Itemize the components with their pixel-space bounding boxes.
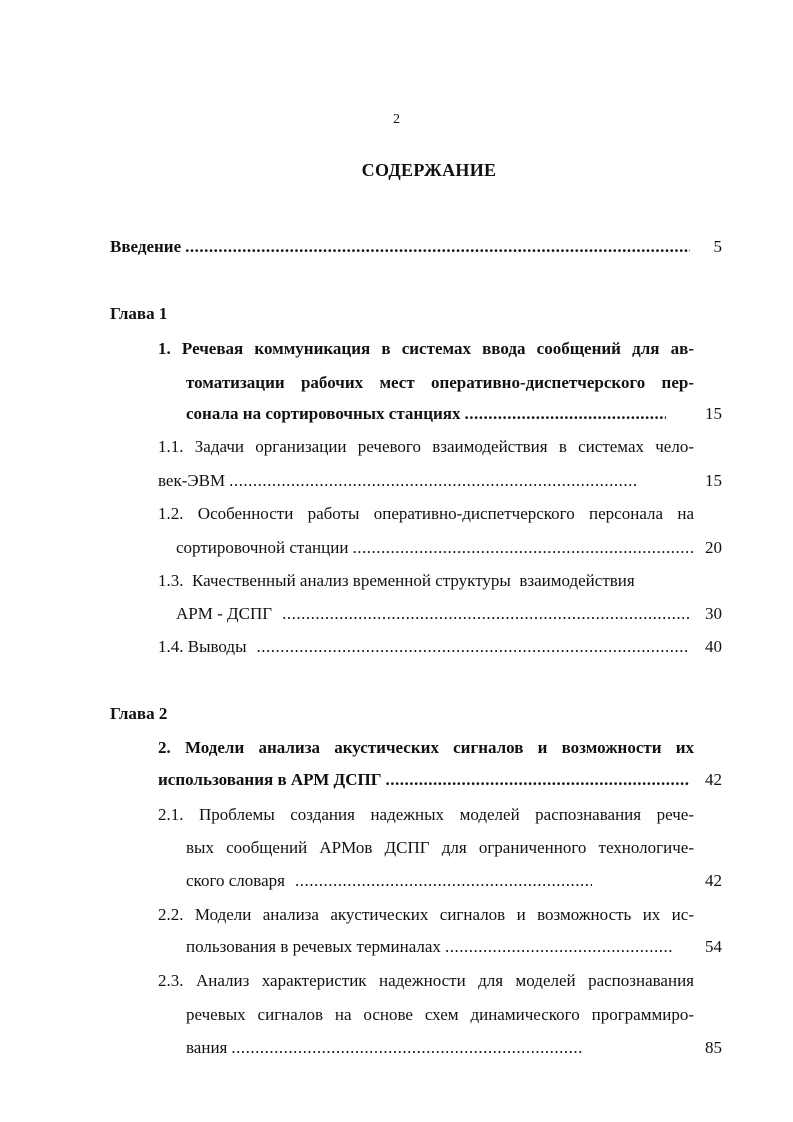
toc-2-1-page: 42 [705, 871, 722, 890]
toc-2-3-line3[interactable] [186, 1037, 584, 1059]
toc-2-1-line1[interactable]: 2.1. Проблемы создания надежных моделей распознавания рече- [158, 805, 694, 824]
toc-2-3-page: 85 [705, 1038, 722, 1057]
toc-1-2-page: 20 [705, 538, 722, 557]
chapter1-section-page: 15 [705, 404, 722, 423]
leader-dots [352, 537, 694, 559]
toc-2-3-title-end: вания [186, 1038, 228, 1057]
toc-2-1-line2[interactable]: вых сообщений АРМов ДСПГ для ограниченного технологиче- [186, 838, 694, 857]
leader-dots [445, 936, 672, 958]
toc-2-1-line3[interactable] [186, 870, 592, 892]
toc-2-1-title-end: ского словаря [186, 871, 285, 890]
toc-2-2-line1[interactable]: 2.2. Модели анализа акустических сигналов и возможность их ис- [158, 905, 694, 924]
chapter1-heading: Глава 1 [110, 304, 168, 323]
chapter2-section-line1[interactable]: 2. Модели анализа акустических сигналов и возможности их [158, 738, 694, 757]
toc-1-3-line2[interactable] [176, 603, 690, 625]
leader-dots [282, 603, 690, 625]
page-title: СОДЕРЖАНИЕ [361, 160, 497, 180]
toc-intro-label: Введение [110, 237, 182, 256]
leader-dots [295, 870, 592, 892]
toc-1-3-page: 30 [705, 604, 722, 623]
leader-dots [229, 470, 638, 492]
chapter1-section-line1[interactable]: 1. Речевая коммуникация в системах ввода сообщений для ав- [158, 339, 694, 358]
chapter1-section-title-end: сонала на сортировочных станциях [186, 404, 461, 423]
leader-dots [185, 236, 690, 258]
toc-1-2-line2[interactable] [176, 537, 694, 559]
chapter2-heading: Глава 2 [110, 704, 168, 723]
leader-dots [231, 1037, 584, 1059]
toc-2-3-line2[interactable]: речевых сигналов на основе схем динамического программиро- [186, 1005, 694, 1024]
chapter2-section-title-end: использования в АРМ ДСПГ [158, 770, 382, 789]
toc-intro[interactable] [110, 236, 690, 258]
toc-1-1-title-end: век-ЭВМ [158, 471, 226, 490]
toc-1-1-line1[interactable]: 1.1. Задачи организации речевого взаимодействия в системах чело- [158, 437, 694, 456]
toc-1-4-line1[interactable] [158, 636, 688, 658]
toc-1-1-page: 15 [705, 471, 722, 490]
toc-1-3-line1[interactable]: 1.3. Качественный анализ временной структуры взаимодействия [158, 571, 635, 590]
toc-2-3-line1[interactable]: 2.3. Анализ характеристик надежности для моделей распознавания [158, 971, 694, 990]
toc-1-3-title-end: АРМ - ДСПГ [176, 604, 273, 623]
toc-2-2-line2[interactable] [186, 936, 672, 958]
leader-dots [465, 403, 667, 425]
leader-dots [257, 636, 688, 658]
leader-dots [386, 769, 690, 791]
toc-1-4-title: 1.4. Выводы [158, 637, 247, 656]
toc-2-2-title-end: пользования в речевых терминалах [186, 937, 441, 956]
toc-1-2-line1[interactable]: 1.2. Особенности работы оперативно-диспетчерского персонала на [158, 504, 694, 523]
chapter2-section-page: 42 [705, 770, 722, 789]
toc-intro-page: 5 [713, 237, 722, 256]
page-number: 2 [393, 112, 400, 127]
toc-2-2-page: 54 [705, 937, 722, 956]
chapter2-section-line2[interactable] [158, 769, 690, 791]
toc-1-2-title-end: сортировочной станции [176, 538, 349, 557]
toc-1-4-page: 40 [705, 637, 722, 656]
chapter1-section-line2[interactable]: томатизации рабочих мест оперативно-диспетчерского пер- [186, 373, 694, 392]
chapter1-section-line3[interactable] [186, 403, 666, 425]
toc-1-1-line2[interactable] [158, 470, 638, 492]
